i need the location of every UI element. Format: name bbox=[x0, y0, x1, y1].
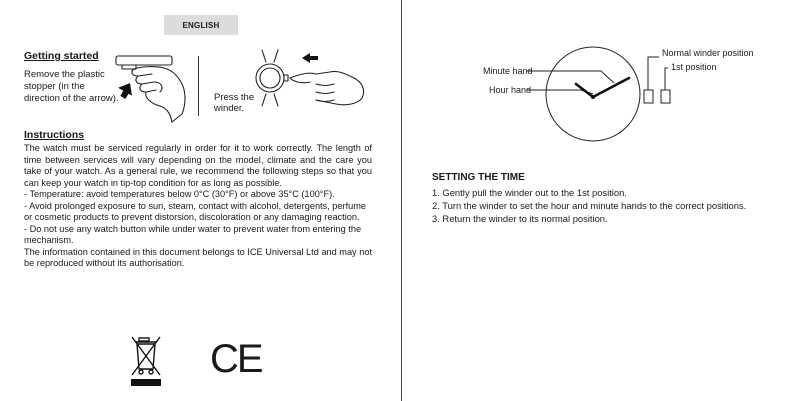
instruction-bullet-temperature: - Temperature: avoid temperatures below 0°C (30°F) or above 35°C (100°F). bbox=[24, 189, 335, 199]
press-winder-illustration bbox=[250, 44, 372, 110]
instructions-footer: The information contained in this document belongs to ICE Universal Ltd and may not be reproduced without its authorisation. bbox=[24, 246, 372, 268]
setting-step-1: 1. Gently pull the winder out to the 1st position. bbox=[432, 187, 627, 198]
winder-normal-position bbox=[644, 90, 653, 103]
illustration-separator bbox=[198, 56, 199, 116]
right-page bbox=[403, 0, 802, 401]
setting-time-title: SETTING THE TIME bbox=[432, 172, 525, 183]
ce-mark: CE bbox=[210, 337, 262, 381]
first-position-pointer-line bbox=[665, 68, 668, 90]
instructions-title: Instructions bbox=[24, 129, 85, 141]
instruction-bullet-exposure: - Avoid prolonged exposure to sun, steam, contact with alcohol, detergents, perfume or cosmetic products to prevent distorsion, discoloration or any damaging reaction. bbox=[24, 200, 367, 222]
winder-first-position bbox=[661, 90, 670, 103]
page-divider bbox=[401, 0, 402, 401]
watch-diagram bbox=[403, 0, 802, 160]
arrow-down-left-icon bbox=[115, 79, 137, 101]
remove-stopper-text: Remove the plastic stopper (in the direction of the arrow). bbox=[24, 69, 119, 104]
setting-time-steps bbox=[432, 186, 792, 225]
hour-hand-label: Hour hand bbox=[489, 85, 532, 95]
setting-step-3: 3. Return the winder to its normal position. bbox=[432, 213, 608, 224]
crossed-bin-icon bbox=[130, 335, 162, 389]
left-page bbox=[0, 0, 400, 401]
instructions-body bbox=[24, 143, 372, 270]
instructions-intro: The watch must be serviced regularly in order for it to work correctly. The length of time between services will vary depending on the model, climate and the care you take of your watch. As a general rule, we recommend the following steps so that you can keep your watch in tip-top condition for as long as possible. bbox=[24, 143, 372, 188]
instruction-bullet-water: - Do not use any watch button while under water to prevent water from entering the mechanism. bbox=[24, 223, 362, 245]
language-badge: ENGLISH bbox=[164, 15, 238, 35]
arrow-left-icon bbox=[302, 53, 318, 63]
getting-started-title: Getting started bbox=[24, 50, 99, 62]
hand-remove-stopper-illustration bbox=[112, 52, 192, 124]
minute-hand-label: Minute hand bbox=[483, 66, 533, 76]
minute-hand-pointer-line bbox=[527, 71, 614, 83]
normal-position-pointer-line bbox=[648, 57, 659, 90]
normal-winder-position-label: Normal winder position bbox=[662, 48, 754, 58]
first-position-label: 1st position bbox=[671, 62, 717, 72]
setting-step-2: 2. Turn the winder to set the hour and minute hands to the correct positions. bbox=[432, 200, 747, 211]
press-winder-text: Press the winder. bbox=[214, 92, 255, 114]
